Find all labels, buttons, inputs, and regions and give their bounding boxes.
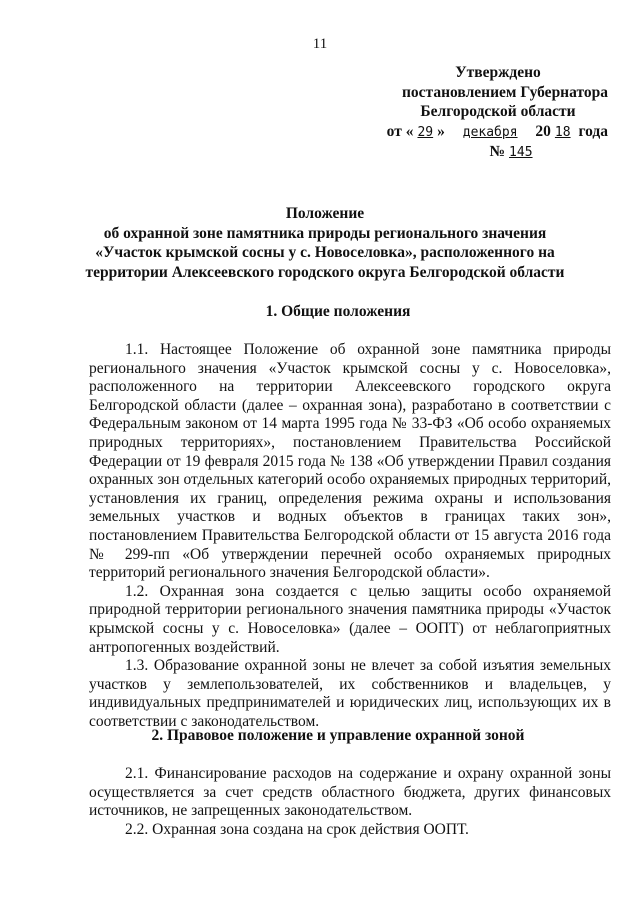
document-title xyxy=(60,204,590,282)
paragraph-1-3: 1.3. Образование охранной зоны не влечет за собой изъятия земельных участков у землепользователей, их собственников и владельцев, у индивидуальных предпринимателей и юридических лиц, использующих их в соответствии с законодательством. xyxy=(89,657,611,730)
paragraph-1-2: 1.2. Охранная зона создается с целью защиты особо охраняемой природной территории регионального значения памятника природы «Участок крымской сосны у с. Новоселовка» (далее – ООПТ) от неблагоприятных антропогенных воздействий. xyxy=(89,582,611,656)
section-2-heading: 2. Правовое положение и управление охранной зоной xyxy=(151,727,525,744)
approval-line-2: постановлением Губернатора xyxy=(402,83,608,101)
number-value: 145 xyxy=(509,145,533,160)
date-year: 18 xyxy=(554,124,571,140)
date-month: декабря xyxy=(462,124,518,140)
page-number: 11 xyxy=(312,36,328,52)
date-day: 29 xyxy=(417,124,434,140)
number-prefix: № xyxy=(489,143,506,160)
approval-number xyxy=(348,142,608,163)
paragraph-1-1: 1.1. Настоящее Положение об охранной зоне памятника природы регионального значения «Участок крымской сосны у с. Новоселовка», расположенного на территории Алексеевского городского округа Белгородской области (далее – охранная зона), разработано в соответствии с Федеральным законом от 14 марта 1995 года № 33-ФЗ «Об особо охраняемых природных территориях», постановлением Правительства Российской Федерации от 19 февраля 2015 года № 138 «Об утверждении Правил создания охранных зон отдельных категорий особо охраняемых природных территорий, установления их границ, определения режима охраны и использования земельных участков и водных объектов в границах таких зон», постановлением Правительства Белгородской области от 15 августа 2016 года № 299-пп «Об утверждении перечней особо охраняемых природных территорий регионального значения Белгородской области». xyxy=(89,341,611,582)
date-suffix: года xyxy=(578,122,608,140)
section-2-body xyxy=(89,765,611,839)
approval-line-1: Утверждено xyxy=(455,64,541,81)
section-1-heading: 1. Общие положения xyxy=(265,303,411,320)
date-mid: » xyxy=(437,122,445,140)
date-year-prefix: 20 xyxy=(535,122,551,140)
paragraph-2-2: 2.2. Охранная зона создана на срок действия ООПТ. xyxy=(125,820,469,838)
approval-date xyxy=(348,122,608,143)
title-line-1: Положение xyxy=(285,205,365,222)
section-1-body xyxy=(89,341,611,731)
approval-line-3: Белгородской области xyxy=(420,103,576,120)
title-line-2: об охранной зоне памятника природы регионального значения xyxy=(103,224,547,242)
approval-stamp xyxy=(348,63,608,163)
paragraph-2-1: 2.1. Финансирование расходов на содержание и охрану охранной зоны осуществляется за счет средств областного бюджета, других финансовых источников, не запрещенных законодательством. xyxy=(89,765,611,820)
title-line-4: территории Алексеевского городского округа Белгородской области xyxy=(85,263,565,281)
date-prefix: от « xyxy=(386,122,414,140)
title-line-3: «Участок крымской сосны у с. Новоселовка», расположенного на xyxy=(95,244,555,261)
